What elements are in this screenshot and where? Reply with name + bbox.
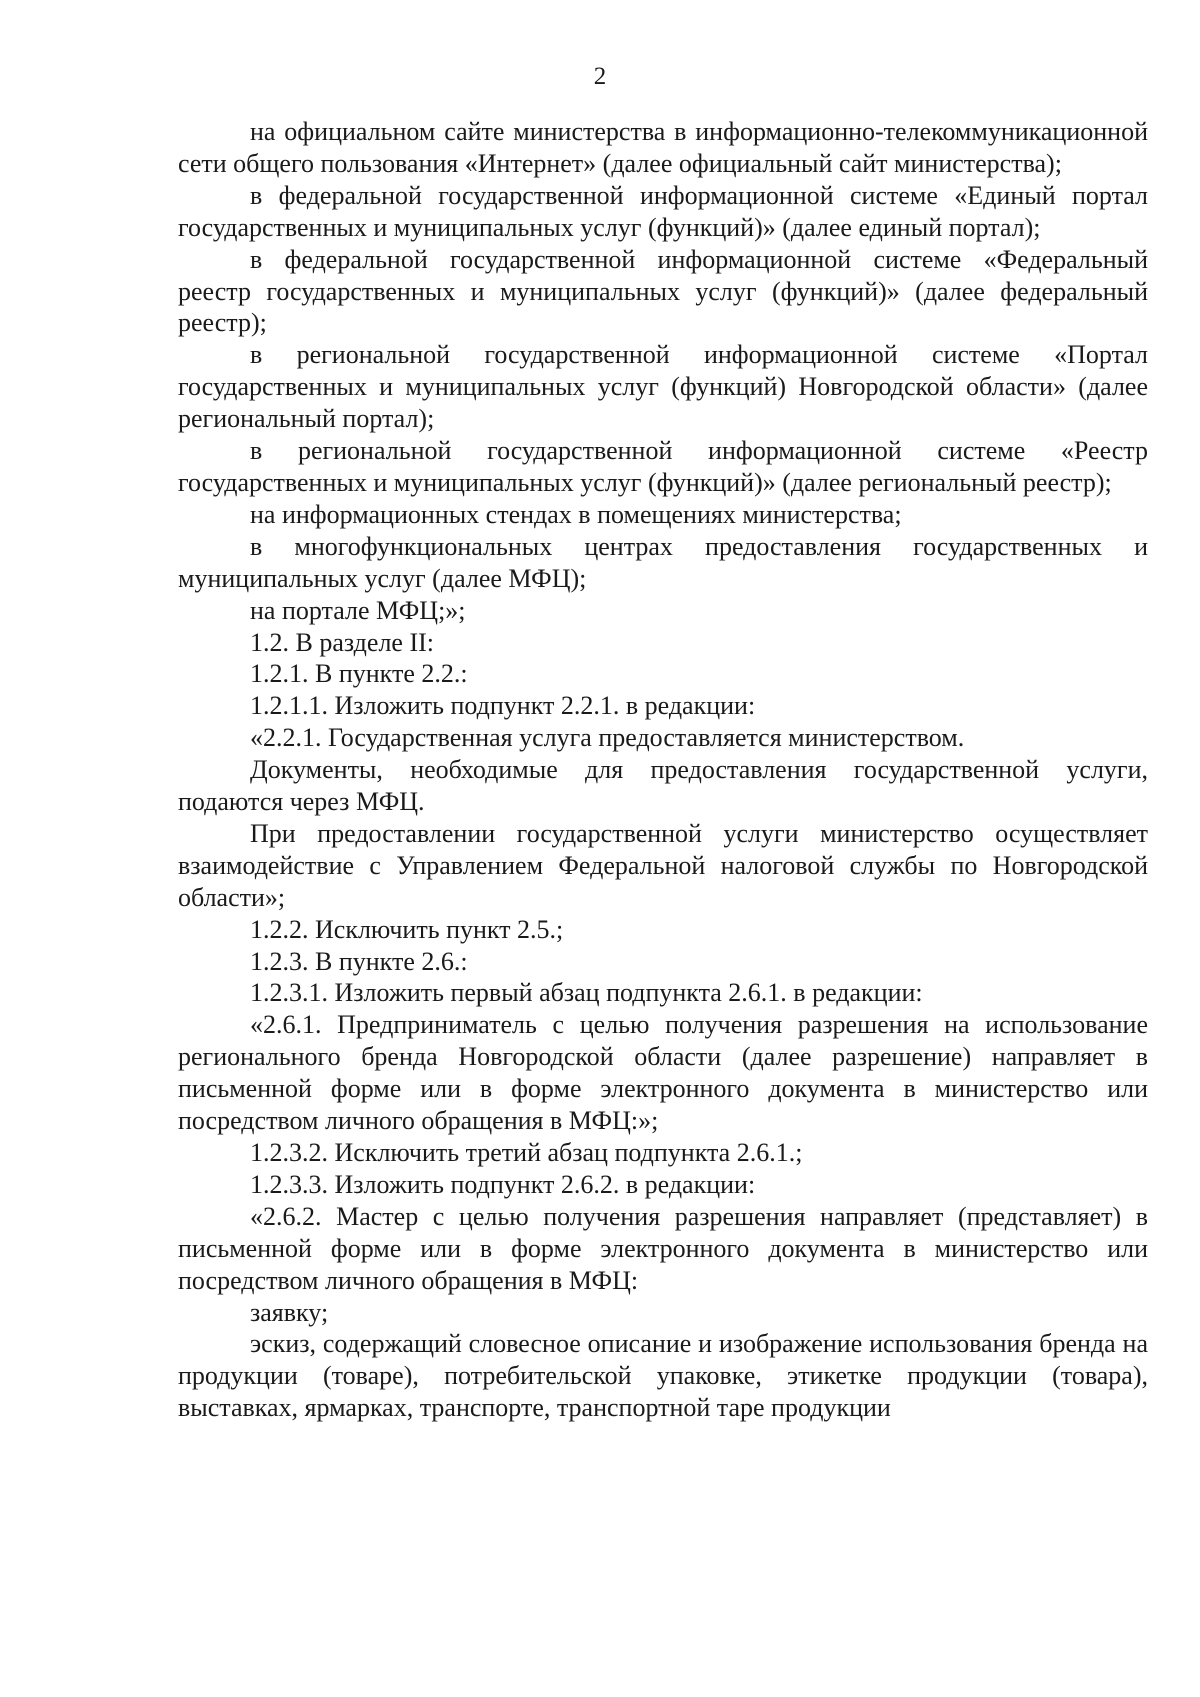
paragraph-sketch: эскиз, содержащий словесное описание и изображение использования бренда на продукции (товаре), потребительской упаковке, этикетке продукции (товара), выставках, ярмарках, транспорте, транспортной таре продукции bbox=[178, 1329, 1148, 1423]
paragraph-clause-2-2-1: «2.2.1. Государственная услуга предоставляется министерством. bbox=[250, 723, 965, 753]
paragraph-clause-2-6-1: «2.6.1. Предприниматель с целью получения разрешения на использование регионального бренда Новгородской области (далее разрешение) направляет в письменной форме или в форме электронного документа в министерство или посредством личного обращения в МФЦ:»; bbox=[178, 1010, 1148, 1136]
paragraph-item-1-2-2: 1.2.2. Исключить пункт 2.5.; bbox=[250, 914, 564, 944]
document-body bbox=[178, 116, 1148, 1424]
paragraph-unified-portal: в федеральной государственной информационной системе «Единый портал государственных и муниципальных услуг (функций)» (далее единый портал); bbox=[178, 180, 1148, 242]
paragraph-regional-portal: в региональной государственной информационной системе «Портал государственных и муниципальных услуг (функций) Новгородской области» (далее региональный портал); bbox=[178, 340, 1148, 434]
paragraph-clause-2-6-2: «2.6.2. Мастер с целью получения разрешения направляет (представляет) в письменной форме или в форме электронного документа в министерство или посредством личного обращения в МФЦ: bbox=[178, 1201, 1148, 1295]
paragraph-official-site: на официальном сайте министерства в информационно-телекоммуникационной сети общего пользования «Интернет» (далее официальный сайт министерства); bbox=[178, 117, 1148, 178]
page-number: 2 bbox=[593, 63, 607, 90]
paragraph-mfc-centers: в многофункциональных центрах предоставления государственных и муниципальных услуг (далее МФЦ); bbox=[178, 531, 1148, 593]
paragraph-application: заявку; bbox=[250, 1297, 329, 1327]
paragraph-item-1-2-1: 1.2.1. В пункте 2.2.: bbox=[250, 659, 468, 689]
paragraph-regional-registry: в региональной государственной информационной системе «Реестр государственных и муниципальных услуг (функций)» (далее региональный реестр); bbox=[178, 436, 1148, 497]
paragraph-item-1-2-3-1: 1.2.3.1. Изложить первый абзац подпункта 2.6.1. в редакции: bbox=[250, 978, 923, 1008]
paragraph-tax-service-interaction: При предоставлении государственной услуги министерство осуществляет взаимодействие с Управлением Федеральной налоговой службы по Новгородской области»; bbox=[178, 818, 1148, 912]
paragraph-item-1-2-3-2: 1.2.3.2. Исключить третий абзац подпункта 2.6.1.; bbox=[250, 1138, 803, 1167]
paragraph-item-1-2-3: 1.2.3. В пункте 2.6.: bbox=[250, 946, 468, 976]
paragraph-item-1-2-3-3: 1.2.3.3. Изложить подпункт 2.6.2. в редакции: bbox=[250, 1169, 756, 1199]
paragraph-section-1-2: 1.2. В разделе II: bbox=[250, 627, 435, 657]
paragraph-federal-registry: в федеральной государственной информационной системе «Федеральный реестр государственных и муниципальных услуг (функций)» (далее федеральный реестр); bbox=[178, 244, 1148, 338]
paragraph-info-stands: на информационных стендах в помещениях министерства; bbox=[250, 499, 902, 529]
paragraph-documents-via-mfc: Документы, необходимые для предоставления государственной услуги, подаются через МФЦ. bbox=[178, 755, 1148, 817]
paragraph-item-1-2-1-1: 1.2.1.1. Изложить подпункт 2.2.1. в редакции: bbox=[250, 691, 756, 721]
paragraph-mfc-portal: на портале МФЦ;»; bbox=[250, 595, 466, 625]
